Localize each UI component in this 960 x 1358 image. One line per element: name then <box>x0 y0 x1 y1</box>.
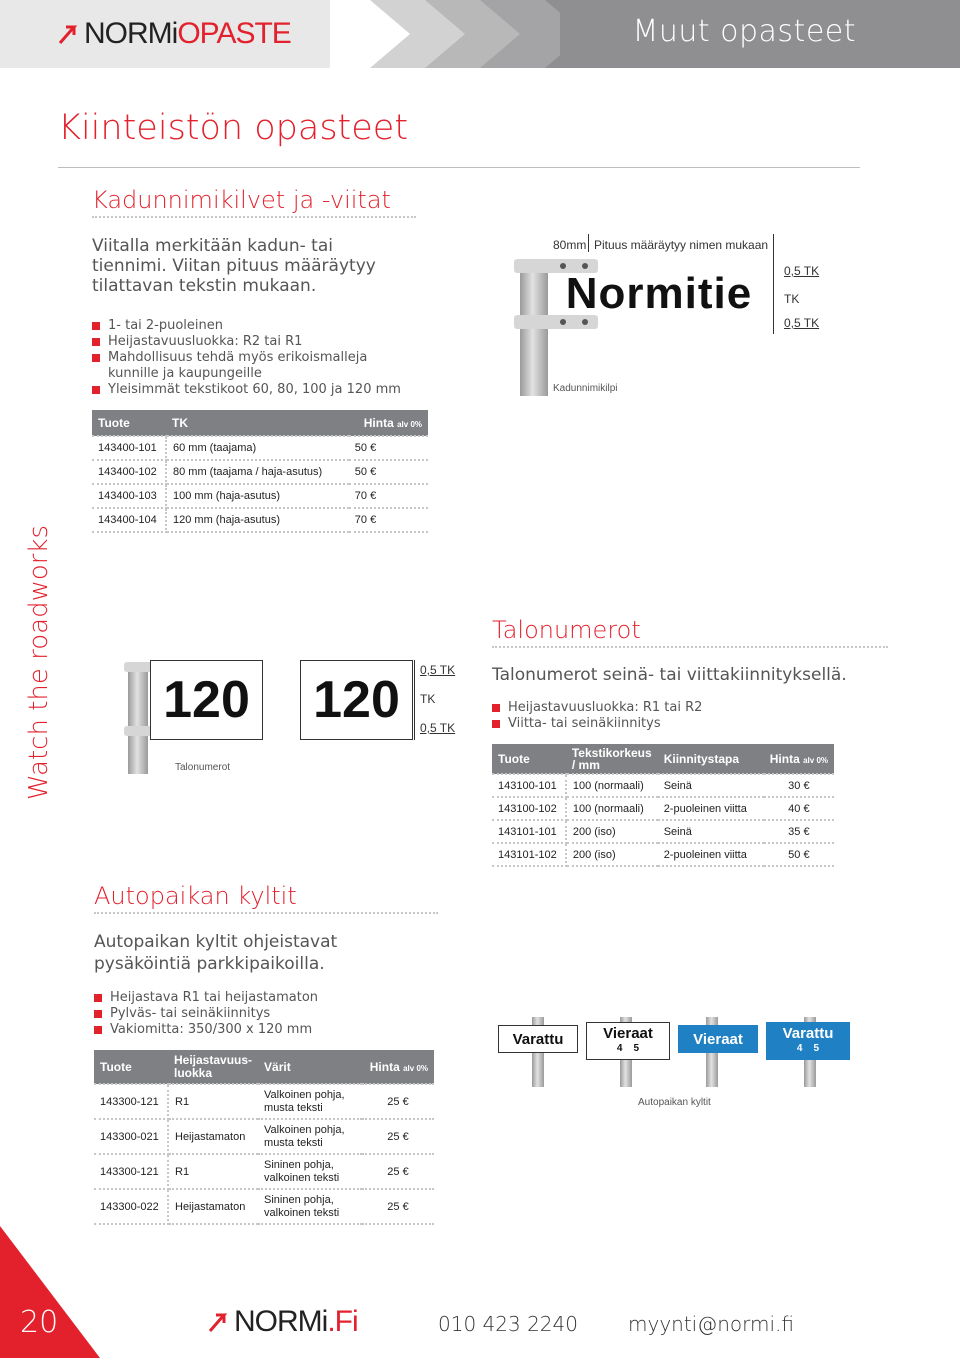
table-header: Tuote TK Hinta alv 0% <box>92 410 428 436</box>
list-item: Viitta- tai seinäkiinnitys <box>492 716 852 732</box>
dim-r1: 0,5 TK <box>784 264 820 278</box>
list-item: Heijastavuusluokka: R2 tai R1 <box>92 334 422 350</box>
house-sign-post <box>128 662 148 774</box>
house-figure-caption: Talonumerot <box>175 762 231 773</box>
parking-sign-blue-numbered: Varattu 4 5 <box>766 1022 850 1060</box>
house-section-title: Talonumerot <box>492 616 641 644</box>
list-item: Vakiomitta: 350/300 x 120 mm <box>94 1022 434 1038</box>
parking-sign-white-numbered: Vieraat 4 5 <box>586 1022 670 1060</box>
table-row: 143300-021 Heijastamaton Valkoinen pohja, musta teksti 25 € <box>94 1119 434 1154</box>
logo-arrow-icon <box>208 1311 234 1333</box>
list-item: Heijastava R1 tai heijastamaton <box>94 990 434 1006</box>
table-row: 143101-101 200 (iso) Seinä 35 € <box>492 820 834 843</box>
house-bullets <box>492 700 852 732</box>
table-row: 143400-104 120 mm (haja-asutus) 70 € <box>92 508 428 532</box>
list-item: Yleisimmät tekstikoot 60, 80, 100 ja 120 mm <box>92 382 422 398</box>
list-item: Pylväs- tai seinäkiinnitys <box>94 1006 434 1022</box>
footer-email[interactable]: myynti@normi.fi <box>628 1312 795 1336</box>
house-price-table <box>492 744 834 867</box>
street-price-table <box>92 410 428 533</box>
parking-figure-caption: Autopaikan kyltit <box>638 1097 711 1108</box>
parking-price-table <box>94 1050 434 1225</box>
table-row: 143101-102 200 (iso) 2-puoleinen viitta 50 € <box>492 843 834 866</box>
house-title-divider <box>492 646 888 648</box>
table-row: 143400-103 100 mm (haja-asutus) 70 € <box>92 484 428 508</box>
footer-phone[interactable]: 010 423 2240 <box>438 1312 578 1336</box>
side-slogan: Watch the roadworks <box>24 524 54 800</box>
section-title: Muut opasteet <box>632 14 856 49</box>
table-row: 143400-102 80 mm (taajama / haja-asutus) 50 € <box>92 460 428 484</box>
page-number: 20 <box>20 1305 59 1340</box>
street-title-divider <box>92 216 416 218</box>
list-item: Mahdollisuus tehdä myös erikoismalleja kunnille ja kaupungeille <box>92 350 422 382</box>
brand-logo: NORMiOPASTE <box>58 17 291 51</box>
street-section-title: Kadunnimikilvet ja -viitat <box>92 186 391 214</box>
street-figure-caption: Kadunnimikilpi <box>553 383 618 394</box>
page-header <box>0 0 960 68</box>
footer-logo: NORMi.Fi <box>208 1305 358 1339</box>
table-row: 143100-102 100 (normaali) 2-puoleinen viitta 40 € <box>492 797 834 820</box>
dim-line <box>414 660 415 740</box>
street-name-sign: Normitie <box>565 269 753 318</box>
dim-r3: 0,5 TK <box>784 316 820 330</box>
house-number-sign-wall: 120 <box>150 660 263 740</box>
table-header: Tuote Tekstikorkeus / mm Kiinnitystapa Hinta alv 0% <box>492 744 834 774</box>
dim-r3: 0,5 TK <box>420 721 456 735</box>
dim-line-right <box>773 234 774 334</box>
parking-title-divider <box>94 912 438 914</box>
list-item: Heijastavuusluokka: R1 tai R2 <box>492 700 852 716</box>
logo-arrow-icon <box>58 23 84 45</box>
title-divider <box>58 167 860 168</box>
dim-r2: TK <box>420 692 436 706</box>
dim-divider <box>588 234 589 252</box>
table-row: 143400-101 60 mm (taajama) 50 € <box>92 436 428 460</box>
dim-height-label: 80mm <box>553 238 587 252</box>
table-row: 143300-121 R1 Valkoinen pohja, musta teksti 25 € <box>94 1084 434 1119</box>
table-row: 143300-121 R1 Sininen pohja, valkoinen teksti 25 € <box>94 1154 434 1189</box>
house-lead: Talonumerot seinä- tai viittakiinnityksellä. <box>492 665 847 685</box>
table-row: 143100-101 100 (normaali) Seinä 30 € <box>492 774 834 797</box>
parking-sign-blue-plain: Vieraat <box>678 1025 758 1053</box>
list-item: 1- tai 2-puoleinen <box>92 318 422 334</box>
street-bullets <box>92 318 422 398</box>
parking-section-title: Autopaikan kyltit <box>94 882 297 910</box>
dim-r2: TK <box>784 292 800 306</box>
parking-lead: Autopaikan kyltit ohjeistavat pysäköintiä parkkipaikoilla. <box>94 932 338 974</box>
house-number-sign-post: 120 <box>300 660 413 740</box>
street-lead: Viitalla merkitään kadun- tai tiennimi. Viitan pituus määräytyy tilattavan tekstin mukaan. <box>92 236 376 296</box>
parking-sign-white-plain: Varattu <box>498 1025 578 1053</box>
page-title: Kiinteistön opasteet <box>58 108 409 148</box>
table-row: 143300-022 Heijastamaton Sininen pohja, valkoinen teksti 25 € <box>94 1189 434 1224</box>
table-header: Tuote Heijastavuus-luokka Värit Hinta alv 0% <box>94 1050 434 1084</box>
dim-r1: 0,5 TK <box>420 663 456 677</box>
parking-bullets <box>94 990 434 1038</box>
dim-length-label: Pituus määräytyy nimen mukaan <box>594 238 769 252</box>
